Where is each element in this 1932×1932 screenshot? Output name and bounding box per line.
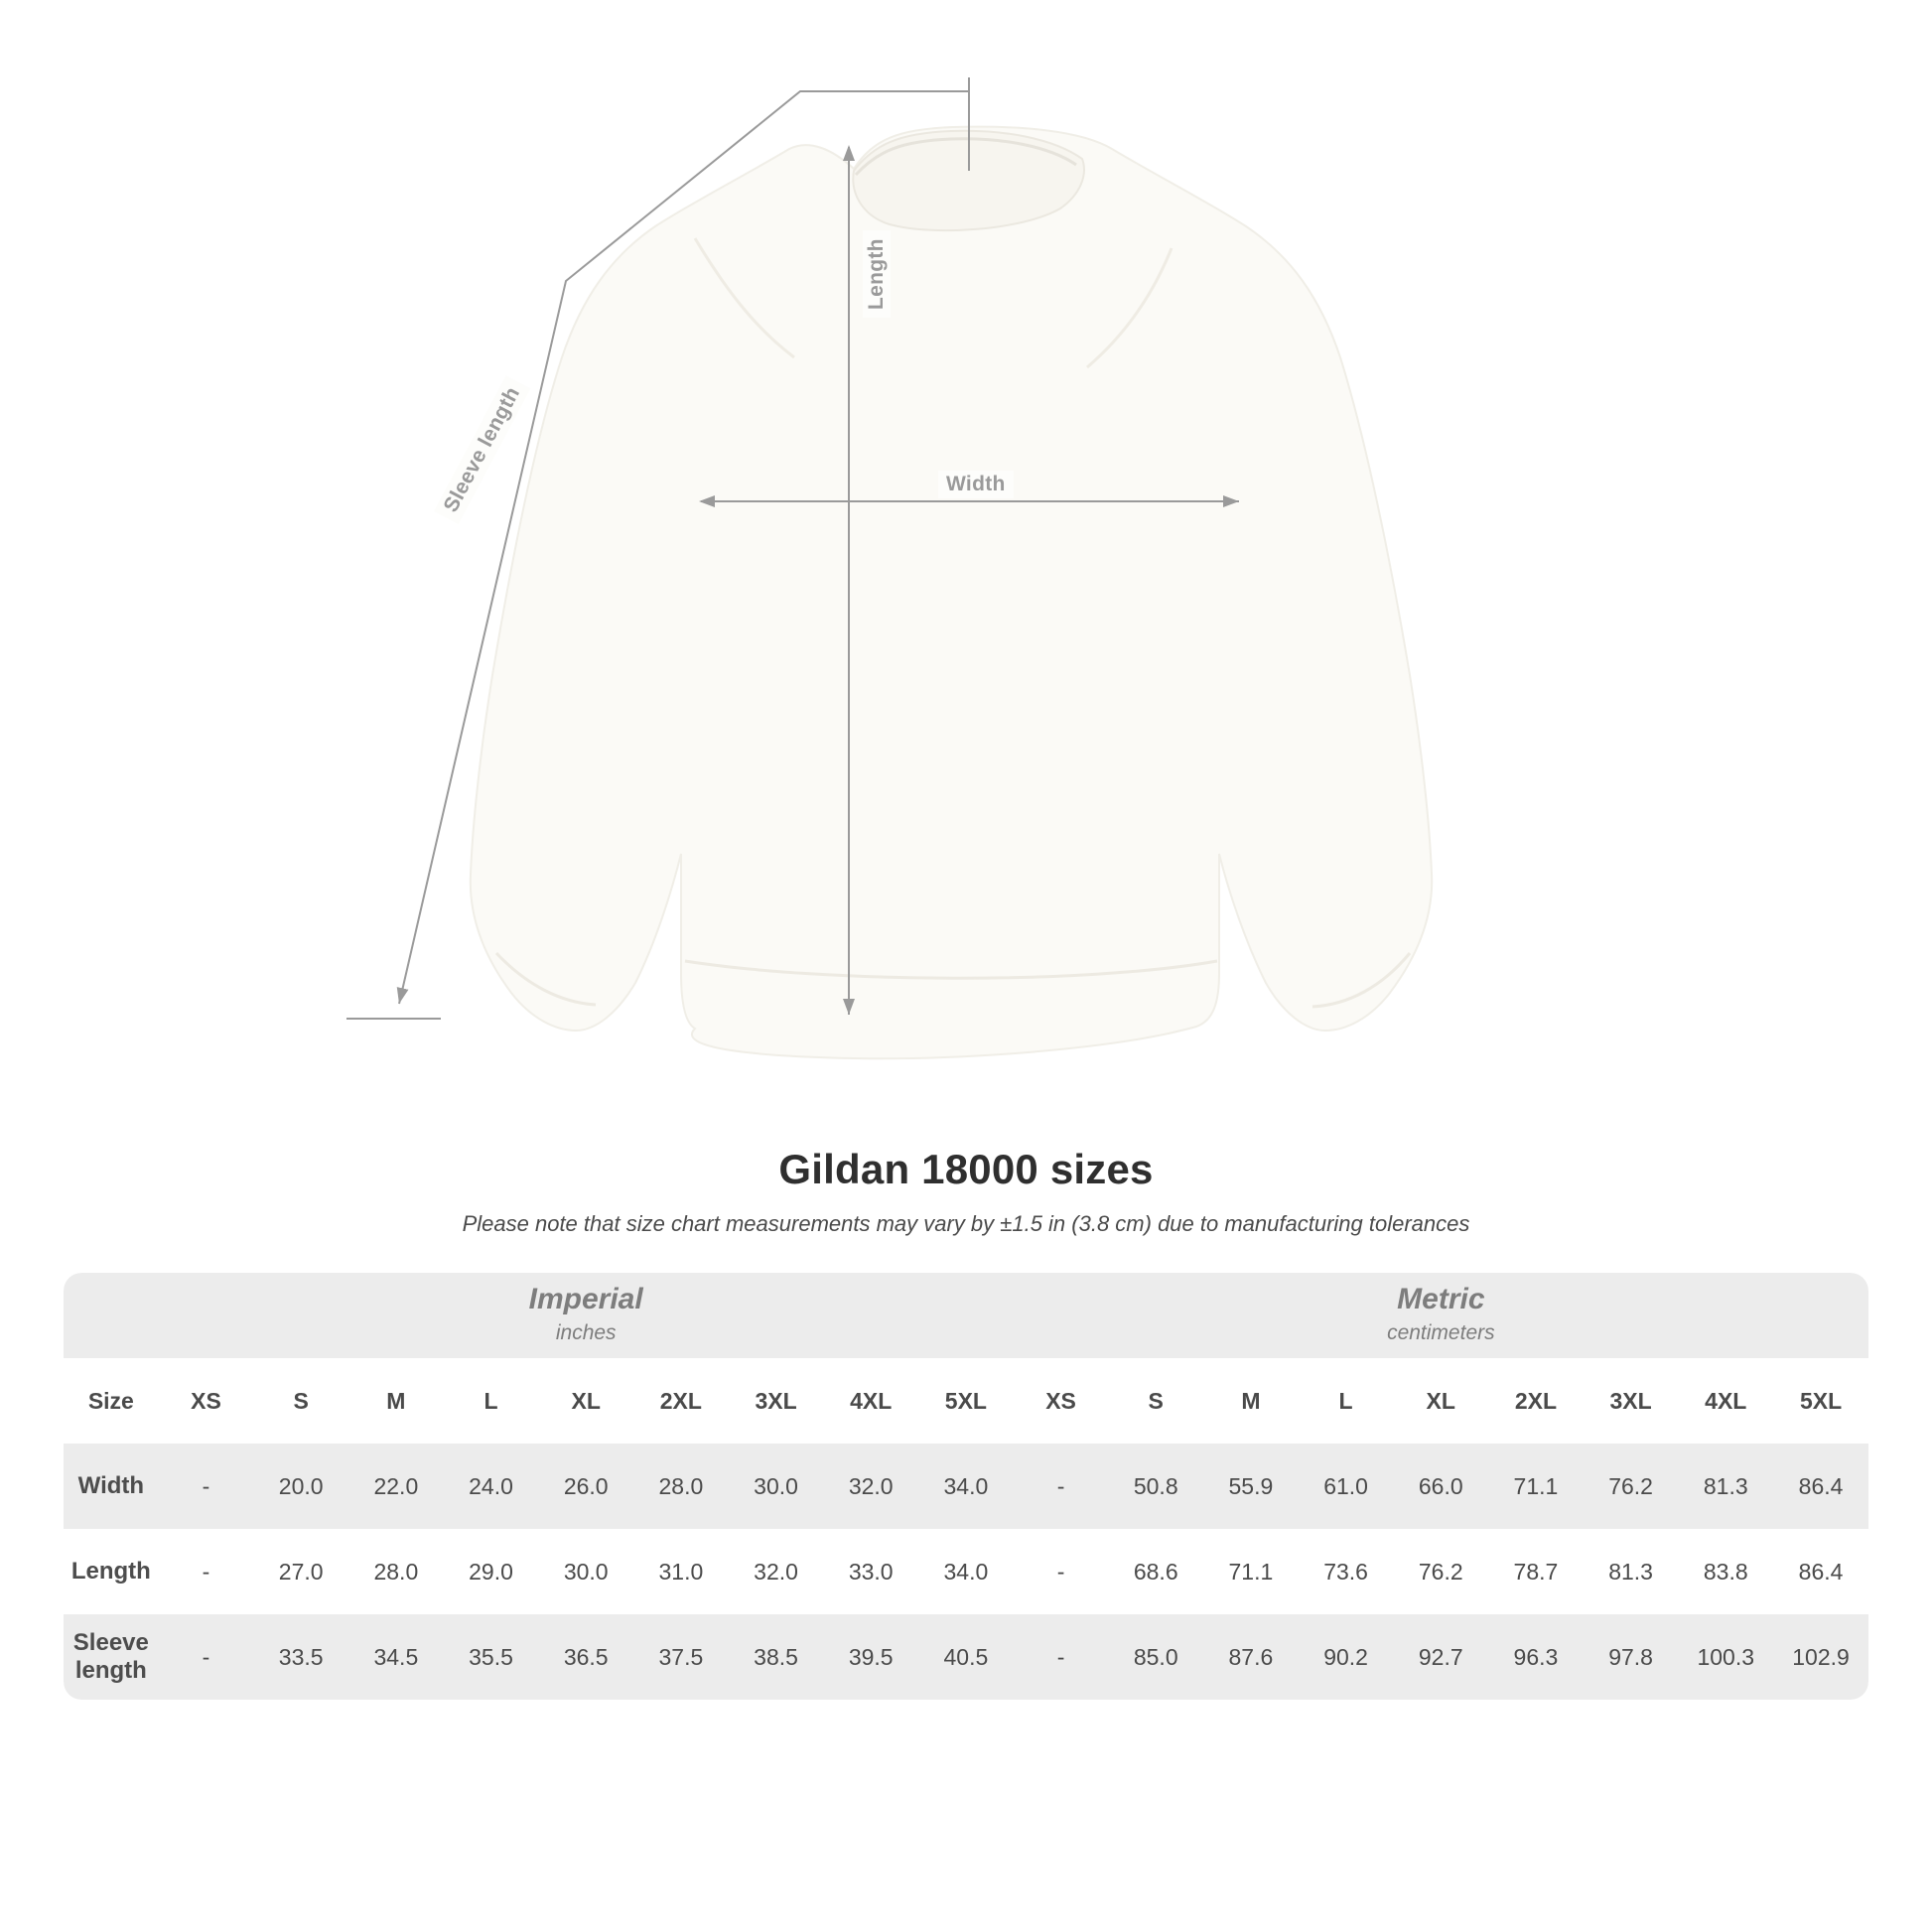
cell-length-metric-2xl: 78.7: [1488, 1529, 1584, 1614]
cell-length-metric-5xl: 86.4: [1773, 1529, 1868, 1614]
unit-imperial: [159, 1273, 1014, 1358]
cell-width-imperial-m: 22.0: [348, 1444, 444, 1529]
tolerance-note: Please note that size chart measurements may vary by ±1.5 in (3.8 cm) due to manufacturing tolerances: [462, 1211, 1470, 1236]
row-label-sleeve-length: Sleeve length: [64, 1614, 159, 1700]
cell-sleeve-metric-s: 85.0: [1108, 1614, 1203, 1700]
cell-width-metric-5xl: 86.4: [1773, 1444, 1868, 1529]
size-table: [64, 1273, 1868, 1700]
size-header-metric-2xl: 2XL: [1488, 1358, 1584, 1444]
cell-sleeve-metric-4xl: 100.3: [1678, 1614, 1773, 1700]
size-header-metric-l: L: [1299, 1358, 1394, 1444]
size-header-row: [64, 1358, 1868, 1444]
cell-width-metric-4xl: 81.3: [1678, 1444, 1773, 1529]
cell-width-imperial-xl: 26.0: [538, 1444, 633, 1529]
cell-width-imperial-s: 20.0: [253, 1444, 348, 1529]
table-row: [64, 1529, 1868, 1614]
cell-sleeve-imperial-2xl: 37.5: [633, 1614, 729, 1700]
row-label-width: Width: [64, 1444, 159, 1529]
cell-width-imperial-2xl: 28.0: [633, 1444, 729, 1529]
cell-width-metric-m: 55.9: [1203, 1444, 1299, 1529]
cell-width-metric-3xl: 76.2: [1584, 1444, 1679, 1529]
size-table-wrapper: [64, 1273, 1868, 1700]
width-label: Width: [938, 471, 1014, 498]
unit-metric-sub: centimeters: [1387, 1320, 1495, 1344]
size-header-imperial-s: S: [253, 1358, 348, 1444]
cell-length-metric-l: 73.6: [1299, 1529, 1394, 1614]
cell-width-imperial-xs: -: [159, 1444, 254, 1529]
cell-sleeve-metric-l: 90.2: [1299, 1614, 1394, 1700]
cell-length-imperial-s: 27.0: [253, 1529, 348, 1614]
cell-sleeve-imperial-5xl: 40.5: [918, 1614, 1014, 1700]
size-header-imperial-5xl: 5XL: [918, 1358, 1014, 1444]
cell-length-metric-xs: -: [1014, 1529, 1109, 1614]
cell-sleeve-imperial-l: 35.5: [444, 1614, 539, 1700]
cell-sleeve-metric-5xl: 102.9: [1773, 1614, 1868, 1700]
cell-length-imperial-5xl: 34.0: [918, 1529, 1014, 1614]
size-header-metric-s: S: [1108, 1358, 1203, 1444]
cell-sleeve-imperial-3xl: 38.5: [729, 1614, 824, 1700]
cell-sleeve-metric-xs: -: [1014, 1614, 1109, 1700]
cell-width-metric-l: 61.0: [1299, 1444, 1394, 1529]
cell-sleeve-imperial-xl: 36.5: [538, 1614, 633, 1700]
cell-width-metric-s: 50.8: [1108, 1444, 1203, 1529]
cell-width-metric-xl: 66.0: [1393, 1444, 1488, 1529]
cell-length-imperial-2xl: 31.0: [633, 1529, 729, 1614]
cell-length-imperial-m: 28.0: [348, 1529, 444, 1614]
cell-length-imperial-l: 29.0: [444, 1529, 539, 1614]
size-header-metric-4xl: 4XL: [1678, 1358, 1773, 1444]
cell-length-imperial-xl: 30.0: [538, 1529, 633, 1614]
cell-length-metric-3xl: 81.3: [1584, 1529, 1679, 1614]
title-block: [0, 1146, 1932, 1237]
cell-width-imperial-4xl: 32.0: [823, 1444, 918, 1529]
size-header-metric-xs: XS: [1014, 1358, 1109, 1444]
cell-length-imperial-xs: -: [159, 1529, 254, 1614]
size-header-imperial-m: M: [348, 1358, 444, 1444]
cell-width-metric-xs: -: [1014, 1444, 1109, 1529]
unit-metric-name: Metric: [1397, 1283, 1485, 1315]
cell-width-imperial-l: 24.0: [444, 1444, 539, 1529]
size-header-imperial-2xl: 2XL: [633, 1358, 729, 1444]
size-header-metric-xl: XL: [1393, 1358, 1488, 1444]
column-header-size: Size: [64, 1358, 159, 1444]
cell-length-imperial-4xl: 33.0: [823, 1529, 918, 1614]
unit-imperial-sub: inches: [555, 1320, 617, 1344]
size-header-imperial-l: L: [444, 1358, 539, 1444]
cell-sleeve-imperial-m: 34.5: [348, 1614, 444, 1700]
cell-length-metric-s: 68.6: [1108, 1529, 1203, 1614]
cell-length-metric-4xl: 83.8: [1678, 1529, 1773, 1614]
sleeve-length-label: Sleeve length: [434, 375, 531, 524]
cell-length-metric-m: 71.1: [1203, 1529, 1299, 1614]
cell-width-imperial-3xl: 30.0: [729, 1444, 824, 1529]
cell-sleeve-imperial-s: 33.5: [253, 1614, 348, 1700]
unit-row-spacer: [64, 1273, 159, 1358]
cell-sleeve-imperial-xs: -: [159, 1614, 254, 1700]
sweatshirt-shape: [471, 127, 1432, 1059]
unit-metric: [1014, 1273, 1868, 1358]
page-title: Gildan 18000 sizes: [778, 1146, 1154, 1192]
cell-length-imperial-3xl: 32.0: [729, 1529, 824, 1614]
cell-sleeve-metric-m: 87.6: [1203, 1614, 1299, 1700]
cell-width-metric-2xl: 71.1: [1488, 1444, 1584, 1529]
size-header-imperial-3xl: 3XL: [729, 1358, 824, 1444]
size-header-metric-3xl: 3XL: [1584, 1358, 1679, 1444]
length-label: Length: [863, 230, 891, 318]
size-header-imperial-xl: XL: [538, 1358, 633, 1444]
cell-sleeve-metric-xl: 92.7: [1393, 1614, 1488, 1700]
cell-sleeve-metric-3xl: 97.8: [1584, 1614, 1679, 1700]
size-header-metric-5xl: 5XL: [1773, 1358, 1868, 1444]
table-row: [64, 1614, 1868, 1700]
size-header-imperial-xs: XS: [159, 1358, 254, 1444]
cell-length-metric-xl: 76.2: [1393, 1529, 1488, 1614]
cell-sleeve-metric-2xl: 96.3: [1488, 1614, 1584, 1700]
cell-sleeve-imperial-4xl: 39.5: [823, 1614, 918, 1700]
unit-imperial-name: Imperial: [528, 1283, 643, 1315]
row-label-length: Length: [64, 1529, 159, 1614]
cell-width-imperial-5xl: 34.0: [918, 1444, 1014, 1529]
table-row: [64, 1444, 1868, 1529]
unit-header-row: [64, 1273, 1868, 1358]
size-header-metric-m: M: [1203, 1358, 1299, 1444]
size-header-imperial-4xl: 4XL: [823, 1358, 918, 1444]
